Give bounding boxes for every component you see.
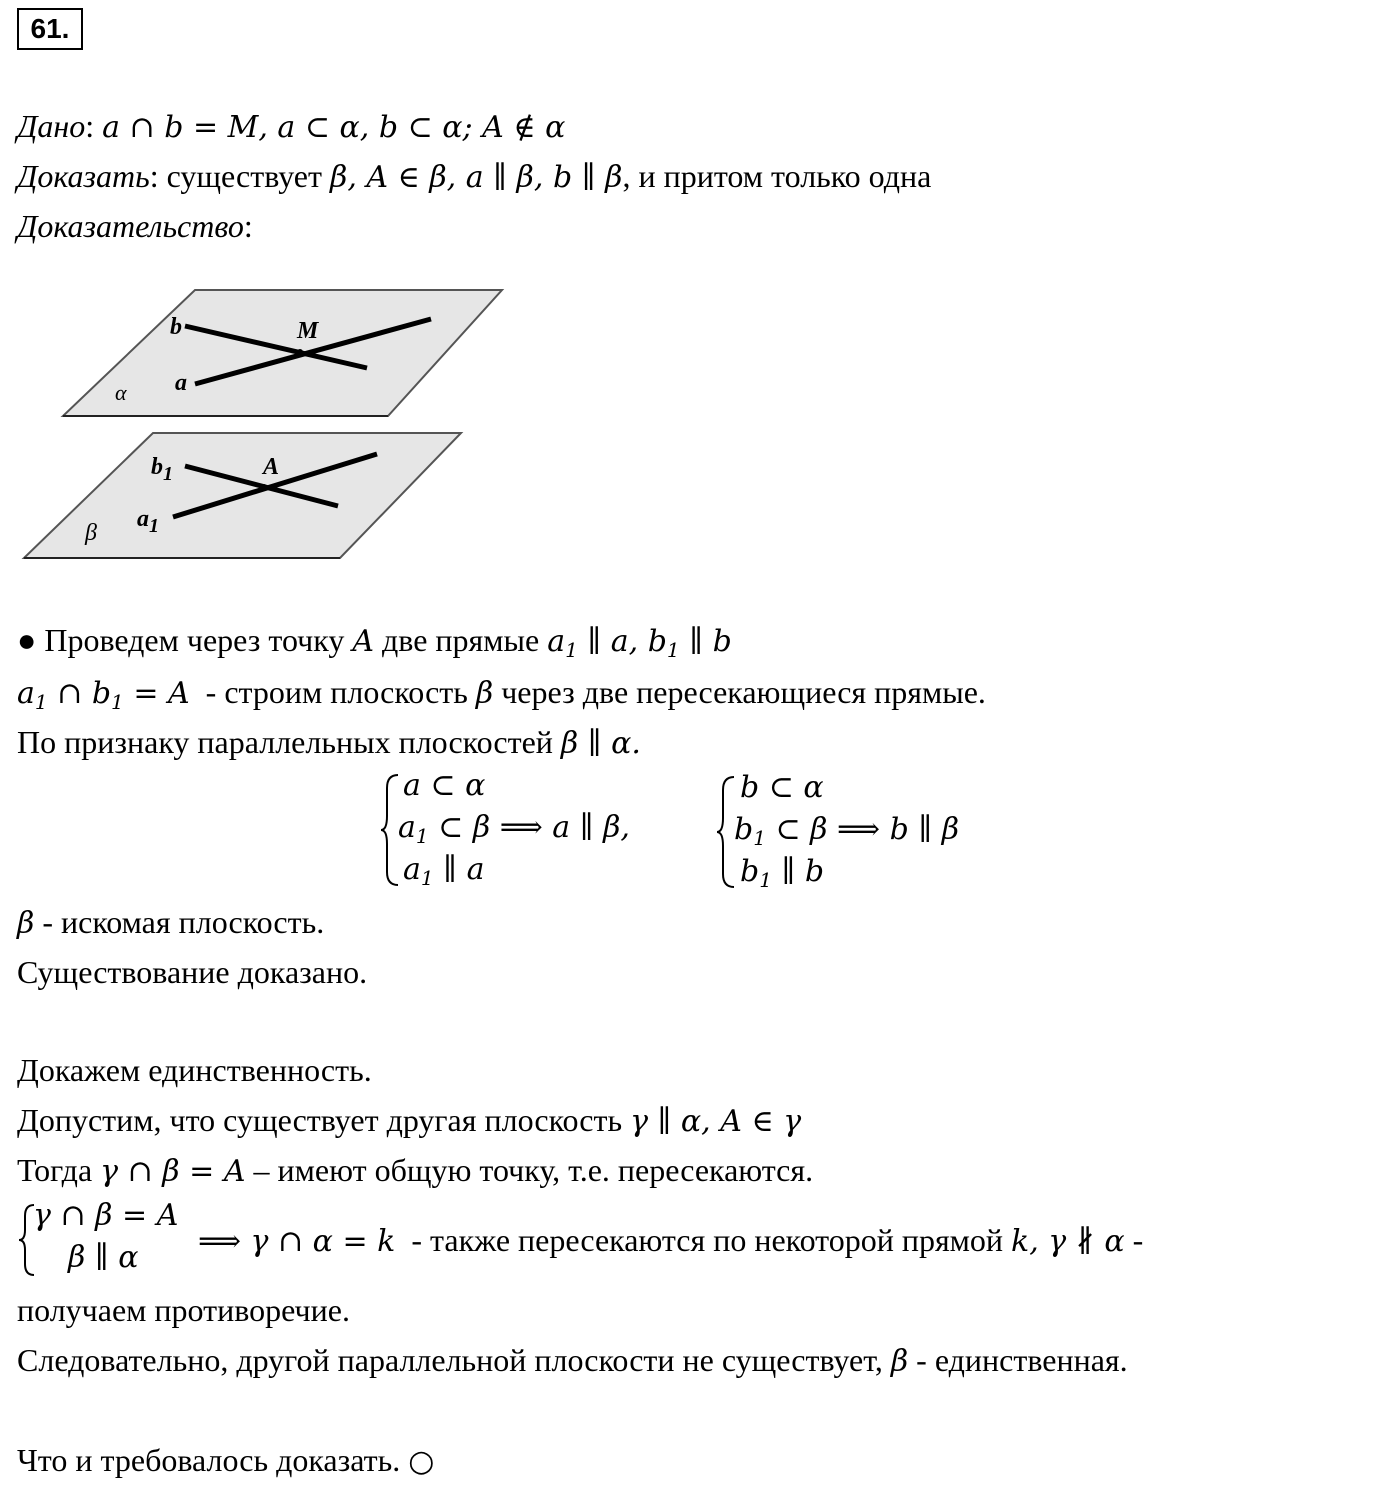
two-planes-figure [15, 282, 535, 572]
step10-text: Следовательно, другой параллельной плоскости не существует, [17, 1342, 883, 1378]
prove-math: β, A ∈ β, a ∥ β, b ∥ β [329, 160, 623, 195]
label-a1: $a_1$ [137, 506, 159, 537]
step3-text: По признаку параллельных плоскостей [17, 724, 553, 760]
given-line: Дано: a ∩ b = M, a ⊂ α, b ⊂ α; A ∉ α [17, 108, 566, 145]
step8-line [17, 1150, 813, 1192]
step1-line [17, 620, 732, 670]
step6-line [17, 1050, 372, 1090]
problem-number: 61. [17, 8, 83, 50]
step9-line [17, 1290, 350, 1330]
step3-line [17, 722, 641, 764]
step1-point: A [352, 624, 374, 659]
prove-suffix: , и притом только одна [622, 158, 932, 194]
step2-math: $a_1$ ∩ $b_1 = A$ [17, 676, 190, 714]
step7-math: γ ∥ α, A ∈ γ [630, 1104, 802, 1139]
proof-label: Доказательство [17, 208, 244, 244]
label-beta: β [85, 520, 97, 546]
step4-text: - искомая плоскость. [42, 904, 325, 940]
step5-line [17, 952, 367, 992]
proof-label-line: Доказательство: [17, 208, 253, 244]
point-m [297, 349, 303, 355]
step7-text: Допустим, что существует другая плоскость [17, 1102, 623, 1138]
sys3-row2: β ∥ α [68, 1240, 139, 1275]
sys3-result: ⟹ γ ∩ α = k [198, 1224, 396, 1259]
plane-alpha [63, 290, 502, 416]
step9-text: получаем противоречие. [17, 1292, 350, 1328]
prove-prefix: существует [166, 158, 322, 194]
sys3-tail: - [1132, 1222, 1144, 1258]
sys2-row1: b ⊂ α [740, 770, 824, 805]
step2-text2: через две пересекающиеся прямые. [501, 674, 986, 710]
sys1-row3: $a_1$ ∥ a [403, 852, 485, 890]
step6-text: Докажем единственность. [17, 1052, 372, 1088]
qed-circle-icon: ○ [408, 1444, 435, 1479]
step10-text2: - единственная. [916, 1342, 1128, 1378]
step10-line: Следовательно, другой параллельной плоскости не существует, β - единственная. [17, 1342, 1128, 1379]
point-a [261, 484, 267, 490]
sys2-row3: $b_1$ ∥ b [740, 854, 825, 892]
step1-text2: две прямые [382, 622, 540, 658]
step8-text: Тогда [17, 1152, 93, 1188]
label-m: M [297, 318, 319, 344]
prove-label: Доказать [17, 158, 150, 194]
sys3-text: - также пересекаются по некоторой прямой [411, 1222, 1004, 1258]
step3-math: β ∥ α. [560, 726, 641, 761]
step2-line [17, 672, 986, 722]
step2-text: - строим плоскость [205, 674, 468, 710]
label-point-a: A [263, 454, 280, 480]
bullet: ● [17, 622, 37, 658]
label-b1: $b_1$ [151, 454, 173, 485]
given-math: a ∩ b = M, a ⊂ α, b ⊂ α; A ∉ α [102, 110, 566, 145]
label-a: a [175, 370, 187, 396]
given-label: Дано [17, 108, 86, 144]
step8-math: γ ∩ β = A [100, 1154, 246, 1189]
step2-beta: β [475, 676, 494, 711]
sys3-math2: k, γ ∦ α [1011, 1224, 1125, 1259]
sys1-row2: $a_1$ ⊂ β ⟹ a ∥ β, [398, 810, 630, 848]
label-b: b [170, 314, 182, 340]
step7-line [17, 1100, 801, 1142]
sys3-result-line [198, 1220, 1143, 1262]
label-alpha: α [115, 380, 127, 405]
step1-math: $a_1$ ∥ a, $b_1$ ∥ b [547, 624, 732, 662]
step1-text: Проведем через точку [44, 622, 345, 658]
step11-text: Что и требовалось доказать. [17, 1442, 401, 1478]
prove-line: Доказать: существует β, A ∈ β, a ∥ β, b ∥ β, и притом только одна [17, 158, 932, 195]
step11-line [17, 1440, 434, 1482]
sys1-row1: a ⊂ α [403, 768, 486, 803]
step8-text2: – имеют общую точку, т.е. пересекаются. [253, 1152, 814, 1188]
sys2-row2: $b_1$ ⊂ β ⟹ b ∥ β [734, 812, 960, 850]
sys3-row1: γ ∩ β = A [33, 1198, 179, 1233]
step4-line: β - искомая плоскость. [17, 904, 325, 941]
step5-text: Существование доказано. [17, 954, 368, 990]
